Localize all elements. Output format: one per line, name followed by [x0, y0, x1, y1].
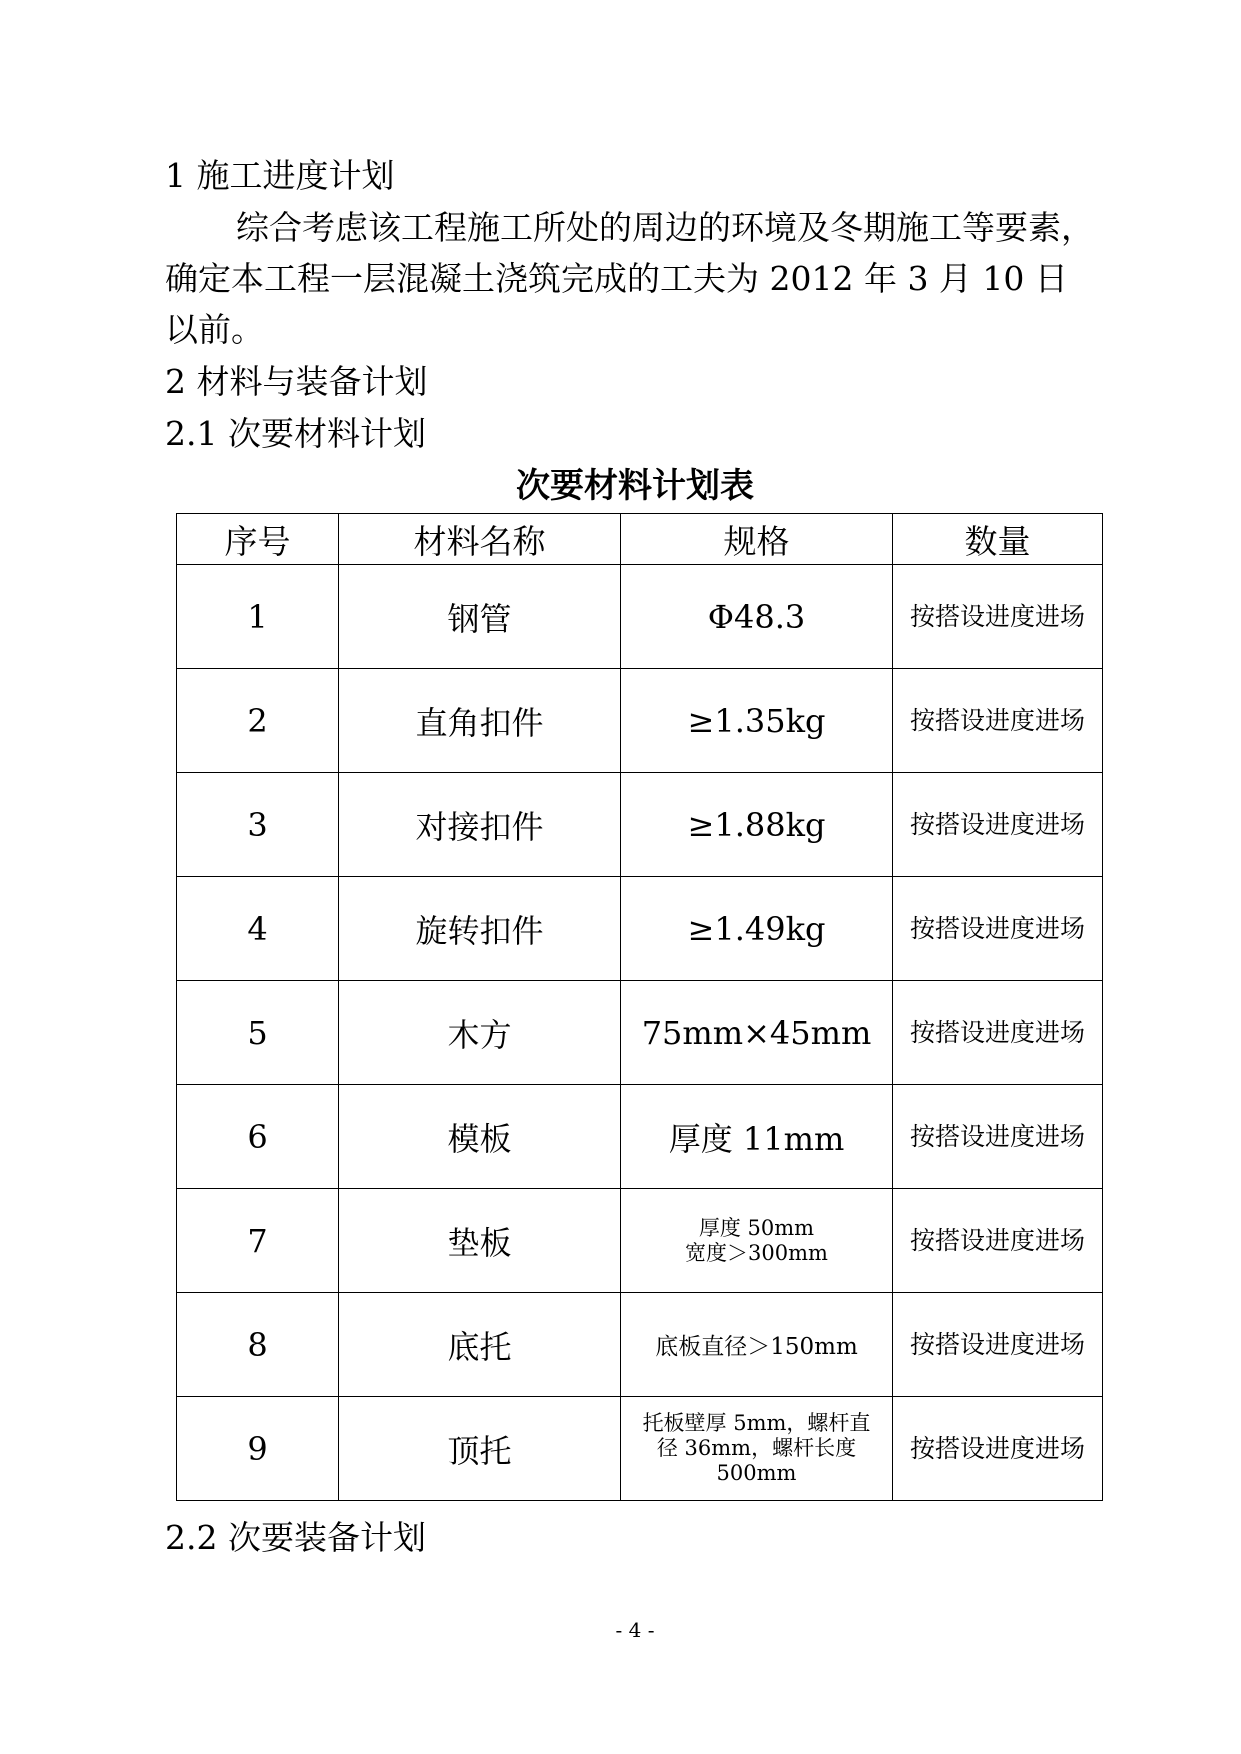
row-quantity: 按搭设进度进场	[893, 1397, 1103, 1501]
spec-line: 500mm	[716, 1461, 797, 1485]
row-material-name: 顶托	[339, 1397, 621, 1501]
section-1-paragraph-line-3: 以前。	[165, 310, 264, 349]
section-2-2-heading: 2.2 次要装备计划	[165, 1518, 426, 1557]
row-quantity: 按搭设进度进场	[893, 1293, 1103, 1397]
header-material-name: 材料名称	[339, 514, 621, 565]
row-material-name: 木方	[339, 981, 621, 1085]
row-number: 5	[177, 981, 339, 1085]
row-spec: 厚度 11mm	[621, 1085, 893, 1189]
row-spec	[621, 1397, 893, 1501]
header-quantity: 数量	[893, 514, 1103, 565]
row-quantity: 按搭设进度进场	[893, 773, 1103, 877]
row-number: 6	[177, 1085, 339, 1189]
table-row	[177, 1397, 1103, 1501]
table-row	[177, 877, 1103, 981]
header-spec: 规格	[621, 514, 893, 565]
section-1-paragraph-line-2: 确定本工程一层混凝土浇筑完成的工夫为 2012 年 3 月 10 日	[165, 259, 1068, 298]
table-row	[177, 981, 1103, 1085]
section-1-heading: 1 施工进度计划	[165, 156, 395, 195]
section-2-1-heading: 2.1 次要材料计划	[165, 414, 426, 453]
row-number: 7	[177, 1189, 339, 1293]
row-quantity: 按搭设进度进场	[893, 1085, 1103, 1189]
material-plan-table	[176, 513, 1103, 1501]
row-material-name: 钢管	[339, 565, 621, 669]
row-number: 2	[177, 669, 339, 773]
row-quantity: 按搭设进度进场	[893, 565, 1103, 669]
table-row	[177, 565, 1103, 669]
row-spec: 75mm×45mm	[621, 981, 893, 1085]
row-number: 4	[177, 877, 339, 981]
table-row	[177, 773, 1103, 877]
row-material-name: 模板	[339, 1085, 621, 1189]
table-title: 次要材料计划表	[516, 466, 754, 506]
table-row	[177, 1189, 1103, 1293]
row-quantity: 按搭设进度进场	[893, 669, 1103, 773]
section-1-paragraph-line-1: 综合考虑该工程施工所处的周边的环境及冬期施工等要素，	[236, 208, 1094, 247]
spec-line: 径 36mm，螺杆长度	[656, 1436, 857, 1460]
row-spec: ≥1.88kg	[621, 773, 893, 877]
row-number: 9	[177, 1397, 339, 1501]
spec-line: 宽度＞300mm	[685, 1240, 828, 1265]
row-number: 1	[177, 565, 339, 669]
row-quantity: 按搭设进度进场	[893, 877, 1103, 981]
spec-line: 托板壁厚 5mm，螺杆直	[642, 1411, 871, 1435]
spec-line: 厚度 50mm	[698, 1215, 815, 1240]
row-spec: Φ48.3	[621, 565, 893, 669]
row-spec: 底板直径＞150mm	[621, 1293, 893, 1397]
page-number: - 4 -	[615, 1618, 655, 1642]
row-spec: ≥1.49kg	[621, 877, 893, 981]
row-quantity: 按搭设进度进场	[893, 981, 1103, 1085]
header-number: 序号	[177, 514, 339, 565]
row-material-name: 对接扣件	[339, 773, 621, 877]
row-material-name: 底托	[339, 1293, 621, 1397]
table-header-row	[177, 514, 1103, 565]
row-material-name: 垫板	[339, 1189, 621, 1293]
row-number: 3	[177, 773, 339, 877]
table-row	[177, 1293, 1103, 1397]
row-spec: ≥1.35kg	[621, 669, 893, 773]
row-quantity: 按搭设进度进场	[893, 1189, 1103, 1293]
row-spec	[621, 1189, 893, 1293]
section-2-heading: 2 材料与装备计划	[165, 362, 428, 401]
row-number: 8	[177, 1293, 339, 1397]
row-material-name: 旋转扣件	[339, 877, 621, 981]
row-material-name: 直角扣件	[339, 669, 621, 773]
table-row	[177, 1085, 1103, 1189]
table-row	[177, 669, 1103, 773]
